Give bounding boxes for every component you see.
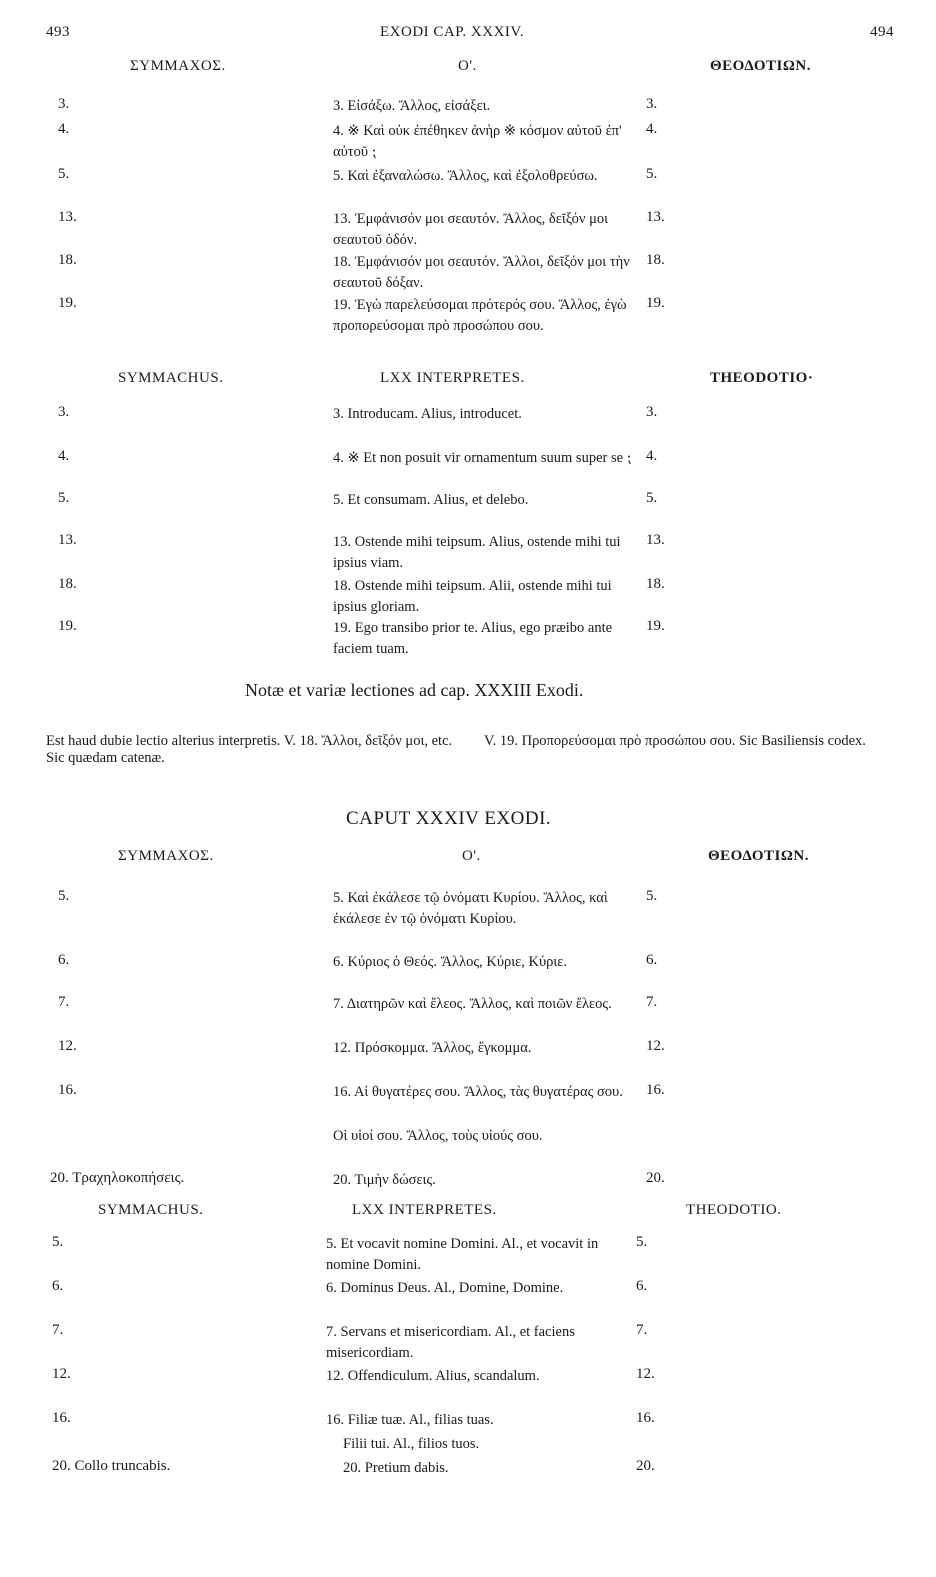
verse-number-left: 13.: [58, 532, 77, 548]
verse-text: 18. Ἐμφάνισόν μοι σεαυτόν. Ἄλλοι, δεῖξόν μοι τὴν σεαυτοῦ δόξαν.: [333, 254, 630, 291]
verse-number-left: 7.: [58, 994, 70, 1010]
verse-number-right: 19.: [646, 618, 665, 634]
verse-number-left: 18.: [58, 576, 77, 592]
verse-number-left: 19.: [58, 618, 77, 634]
verse-number-right: 20.: [646, 1170, 665, 1186]
col-symmachus-latin: SYMMACHUS.: [98, 1202, 204, 1218]
verse-number-right: 13.: [646, 532, 665, 548]
verse-number-left: 16.: [58, 1082, 77, 1098]
col-septuagint-latin: LXX INTERPRETES.: [352, 1202, 497, 1218]
verse-text: 20. Pretium dabis.: [343, 1460, 449, 1476]
verse-text: 5. Καὶ ἐξαναλώσω. Ἄλλος, καὶ ἐξολοθρεύσω.: [333, 168, 598, 184]
verse-number-left: 3.: [58, 96, 70, 112]
col-theodotion-latin: THEODOTIO·: [710, 370, 814, 386]
note-right: V. 19. Προπορεύσομαι πρὸ προσώπου σου. Sic Basiliensis codex.: [484, 733, 866, 749]
verse-number-right: 13.: [646, 209, 665, 225]
verse-text: 13. Ostende mihi teipsum. Alius, ostende mihi tui ipsius viam.: [333, 534, 621, 571]
verse-text: 16. Αἱ θυγατέρες σου. Ἄλλος, τὰς θυγατέρας σου.: [333, 1084, 623, 1100]
verse-number-left: 18.: [58, 252, 77, 268]
verse-number-left: 16.: [52, 1410, 71, 1426]
verse-text: 7. Servans et misericordiam. Al., et faciens misericordiam.: [326, 1324, 575, 1361]
verse-text: 6. Dominus Deus. Al., Domine, Domine.: [326, 1280, 564, 1296]
page-number-right: 494: [870, 24, 894, 40]
verse-number-right: 3.: [646, 96, 658, 112]
verse-number-left: 20. Τραχηλοκοπήσεις.: [50, 1170, 185, 1186]
verse-number-right: 12.: [646, 1038, 665, 1054]
verse-number-left: 5.: [58, 166, 70, 182]
page-number-left: 493: [46, 24, 70, 40]
col-symmachus-latin: SYMMACHUS.: [118, 370, 224, 386]
verse-number-left: 13.: [58, 209, 77, 225]
verse-number-left: 5.: [58, 888, 70, 904]
col-symmachus-greek: ΣΥΜΜΑΧΟΣ.: [130, 58, 226, 74]
verse-number-right: 4.: [646, 121, 658, 137]
verse-text: 6. Κύριος ὁ Θεός. Ἄλλος, Κύριε, Κύριε.: [333, 954, 567, 970]
verse-number-right: 4.: [646, 448, 658, 464]
verse-text: 4. ※ Καὶ οὐκ ἐπέθηκεν ἀνὴρ ※ κόσμον αὐτοῦ ἐπ' αὐτοῦ ⁏: [333, 123, 622, 160]
verse-text: 13. Ἐμφάνισόν μοι σεαυτόν. Ἄλλος, δεῖξόν μοι σεαυτοῦ ὁδόν.: [333, 211, 609, 248]
col-theodotion-greek: ΘΕΟΔΟΤΙΩΝ.: [710, 58, 811, 74]
note-left: Est haud dubie lectio alterius interpretis. V. 18. Ἄλλοι, δεῖξόν μοι, etc. Sic quædam catenæ.: [46, 733, 453, 766]
verse-number-right: 7.: [636, 1322, 648, 1338]
verse-text: 3. Introducam. Alius, introducet.: [333, 406, 522, 422]
verse-number-right: 6.: [636, 1278, 648, 1294]
verse-number-left: 4.: [58, 448, 70, 464]
col-septuagint-greek: Ο'.: [462, 848, 481, 864]
verse-number-right: 7.: [646, 994, 658, 1010]
verse-number-right: 16.: [646, 1082, 665, 1098]
col-symmachus-greek: ΣΥΜΜΑΧΟΣ.: [118, 848, 214, 864]
col-theodotion-latin: THEODOTIO.: [686, 1202, 782, 1218]
verse-number-left: 6.: [58, 952, 70, 968]
verse-number-right: 5.: [646, 166, 658, 182]
verse-number-left: 7.: [52, 1322, 64, 1338]
verse-number-left: 12.: [58, 1038, 77, 1054]
verse-number-right: 6.: [646, 952, 658, 968]
verse-number-left: 20. Collo truncabis.: [52, 1458, 171, 1474]
verse-number-right: 5.: [646, 490, 658, 506]
caput-title: CAPUT XXXIV EXODI.: [346, 808, 552, 829]
verse-text: 18. Ostende mihi teipsum. Alii, ostende mihi tui ipsius gloriam.: [333, 578, 612, 615]
verse-text: Οἱ υἱοί σου. Ἄλλος, τοὺς υἱούς σου.: [333, 1128, 543, 1144]
verse-number-left: 12.: [52, 1366, 71, 1382]
verse-number-left: 6.: [52, 1278, 64, 1294]
verse-number-right: 16.: [636, 1410, 655, 1426]
verse-number-left: 5.: [58, 490, 70, 506]
verse-text: 19. Ego transibo prior te. Alius, ego præibo ante faciem tuam.: [333, 620, 613, 657]
verse-text: 5. Et consumam. Alius, et delebo.: [333, 492, 529, 508]
verse-text: 5. Καὶ ἐκάλεσε τῷ ὀνόματι Κυρίου. Ἄλλος, καὶ ἐκάλεσε ἐν τῷ ὀνόματι Κυρίου.: [333, 890, 608, 927]
verse-number-right: 12.: [636, 1366, 655, 1382]
verse-number-left: 5.: [52, 1234, 64, 1250]
verse-text: 20. Τιμὴν δώσεις.: [333, 1172, 436, 1188]
verse-number-right: 18.: [646, 252, 665, 268]
verse-text: 12. Offendiculum. Alius, scandalum.: [326, 1368, 540, 1384]
verse-number-right: 19.: [646, 295, 665, 311]
verse-number-right: 20.: [636, 1458, 655, 1474]
verse-number-right: 5.: [646, 888, 658, 904]
verse-text: 7. Διατηρῶν καὶ ἔλεος. Ἄλλος, καὶ ποιῶν ἔλεος.: [333, 996, 612, 1012]
verse-number-left: 19.: [58, 295, 77, 311]
verse-number-right: 18.: [646, 576, 665, 592]
running-title: EXODI CAP. XXXIV.: [380, 24, 525, 40]
verse-text: 16. Filiæ tuæ. Al., filias tuas.: [326, 1412, 494, 1428]
notes-title: Notæ et variæ lectiones ad cap. XXXIII Exodi.: [245, 680, 584, 700]
col-septuagint-latin: LXX INTERPRETES.: [380, 370, 525, 386]
verse-text: 5. Et vocavit nomine Domini. Al., et vocavit in nomine Domini.: [326, 1236, 599, 1273]
verse-text: 19. Ἐγὼ παρελεύσομαι πρότερός σου. Ἄλλος, ἐγὼ προπορεύσομαι πρὸ προσώπου σου.: [333, 297, 627, 334]
verse-number-right: 5.: [636, 1234, 648, 1250]
col-theodotion-greek: ΘΕΟΔΟΤΙΩΝ.: [708, 848, 809, 864]
verse-text: 4. ※ Et non posuit vir ornamentum suum super se ⁏: [333, 450, 632, 466]
verse-text: 3. Εἰσάξω. Ἄλλος, εἰσάξει.: [333, 98, 491, 114]
verse-text: 12. Πρόσκομμα. Ἄλλος, ἔγκομμα.: [333, 1040, 532, 1056]
col-septuagint-greek: Ο'.: [458, 58, 477, 74]
verse-text: Filii tui. Al., filios tuos.: [343, 1436, 480, 1452]
verse-number-left: 4.: [58, 121, 70, 137]
verse-number-left: 3.: [58, 404, 70, 420]
verse-number-right: 3.: [646, 404, 658, 420]
